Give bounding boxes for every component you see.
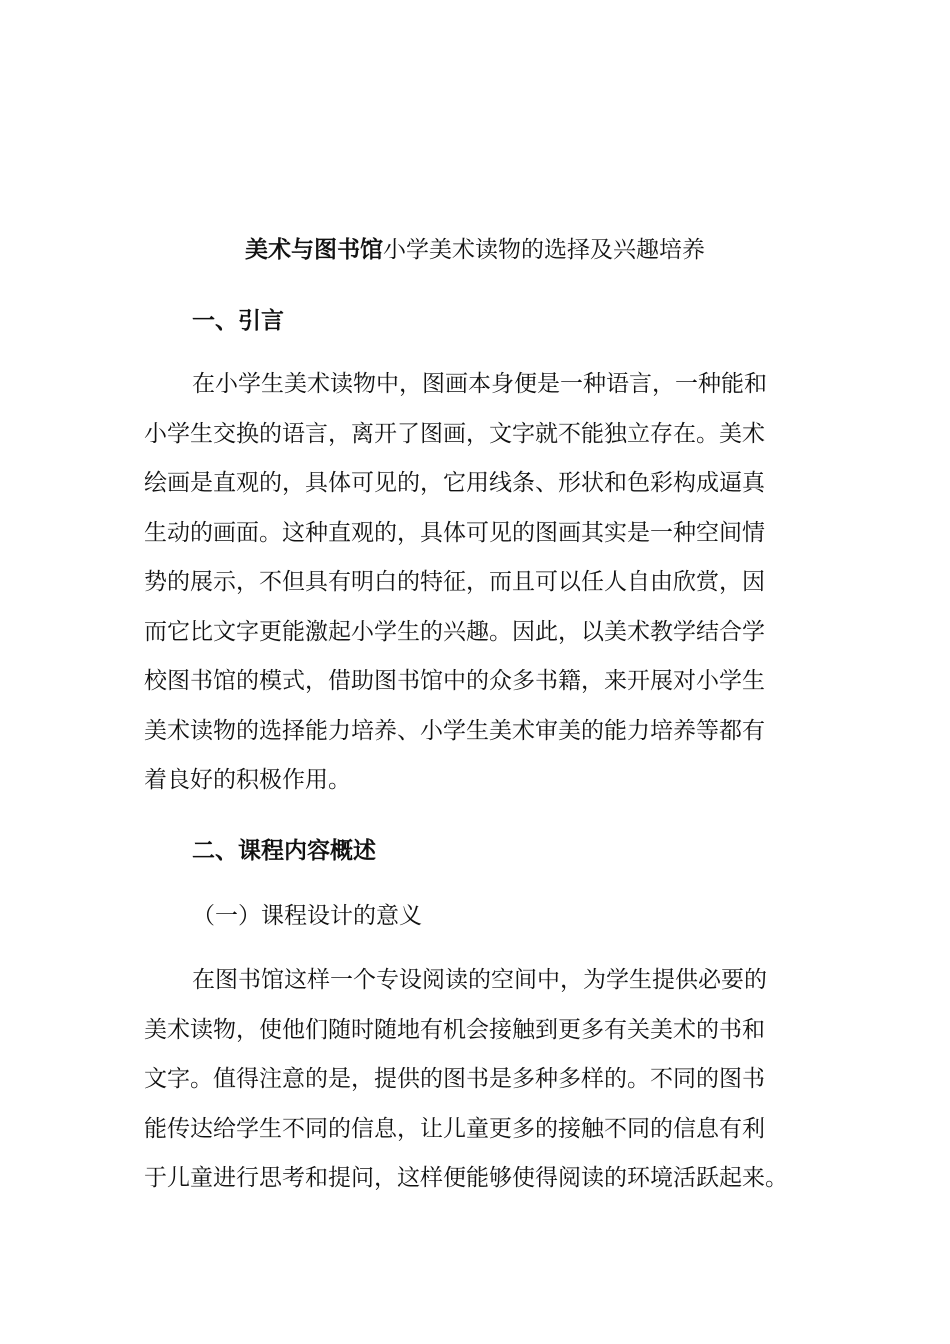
paragraph-line: 能传达给学生不同的信息，让儿童更多的接触不同的信息有利	[144, 1115, 765, 1142]
section-heading-introduction: 一、引言	[192, 308, 284, 334]
title-regular-part: 小学美术读物的选择及兴趣培养	[383, 237, 705, 263]
paragraph-line: 绘画是直观的，具体可见的，它用线条、形状和色彩构成逼真	[144, 470, 765, 496]
design-significance-paragraph	[144, 964, 824, 1212]
paragraph-line: 在图书馆这样一个专设阅读的空间中，为学生提供必要的	[192, 967, 767, 993]
subsection-heading-design-significance: （一）课程设计的意义	[192, 903, 422, 929]
introduction-paragraph	[144, 368, 824, 814]
paragraph-line: 于儿童进行思考和提问，这样便能够使得阅读的环境活跃起来。	[144, 1165, 788, 1191]
paragraph-line: 美术读物的选择能力培养、小学生美术审美的能力培养等都有	[144, 717, 765, 744]
paragraph-line: 势的展示，不但具有明白的特征，而且可以任人自由欣赏，因	[144, 569, 765, 595]
paragraph-line: 小学生交换的语言，离开了图画，文字就不能独立存在。美术	[144, 420, 765, 447]
paragraph-line: 在小学生美术读物中，图画本身便是一种语言，一种能和	[192, 371, 767, 397]
paragraph-line: 而它比文字更能激起小学生的兴趣。因此，以美术教学结合学	[144, 618, 765, 645]
paragraph-line: 生动的画面。这种直观的，具体可见的图画其实是一种空间情	[144, 519, 765, 546]
document-title	[0, 234, 950, 266]
paragraph-line: 校图书馆的模式，借助图书馆中的众多书籍，来开展对小学生	[144, 668, 765, 694]
paragraph-line: 着良好的积极作用。	[144, 767, 351, 793]
paragraph-line: 美术读物，使他们随时随地有机会接触到更多有关美术的书和	[144, 1016, 765, 1043]
paragraph-line: 文字。值得注意的是，提供的图书是多种多样的。不同的图书	[144, 1066, 765, 1092]
title-bold-part: 美术与图书馆	[245, 237, 383, 263]
section-heading-course-overview: 二、课程内容概述	[192, 838, 376, 864]
